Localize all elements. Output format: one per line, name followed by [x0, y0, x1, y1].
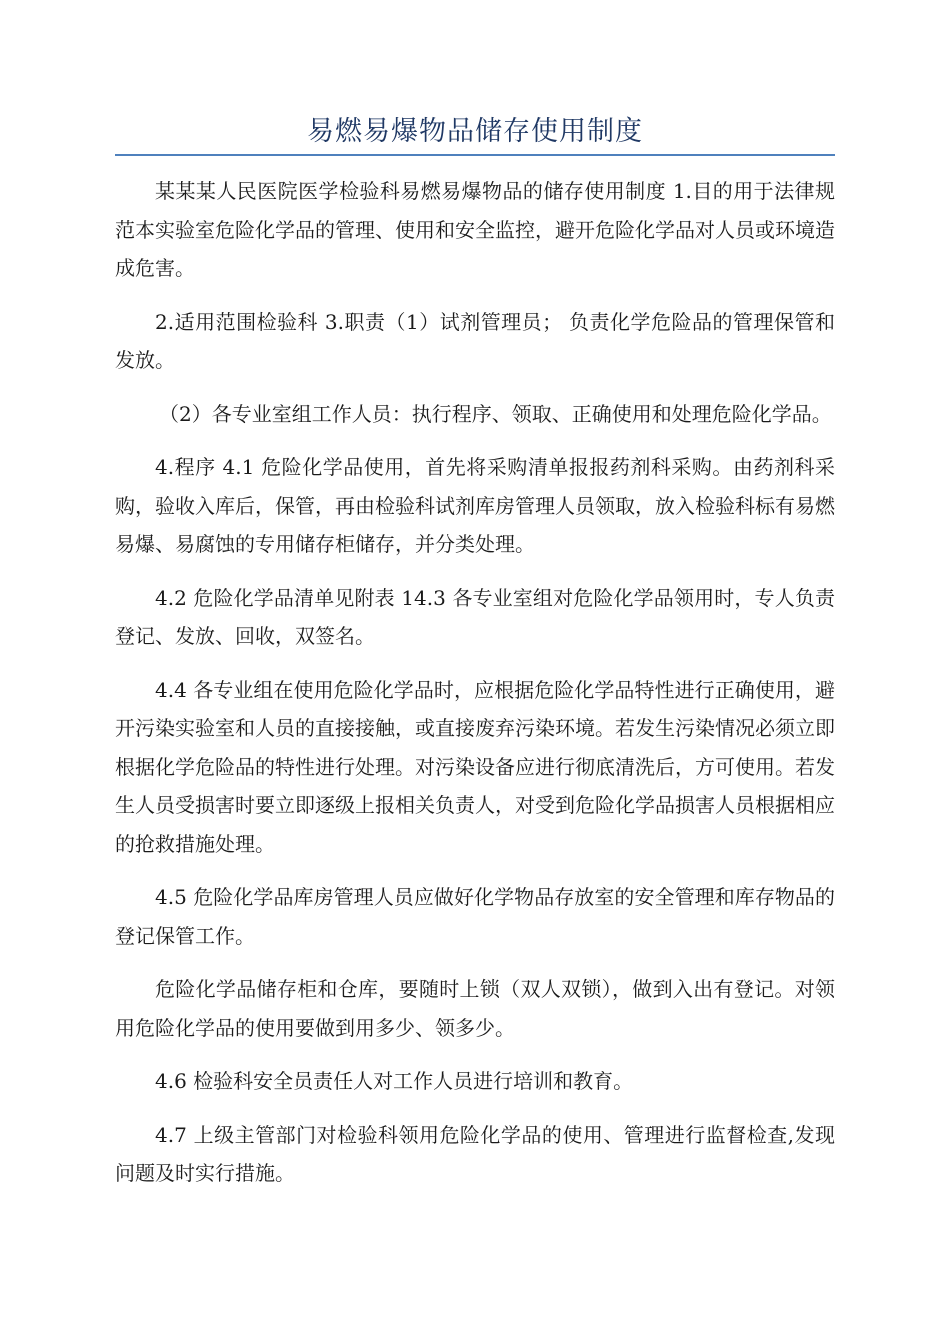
- document-title: 易燃易爆物品储存使用制度: [307, 116, 643, 147]
- paragraph-procedure-4-6: 4.6 检验科安全员责任人对工作人员进行培训和教育。: [155, 1069, 634, 1093]
- paragraph-scope-duties: 2.适用范围检验科 3.职责（1）试剂管理员； 负责化学危险品的管理保管和发放。: [115, 309, 835, 372]
- paragraph-procedure-4-4: 4.4 各专业组在使用危险化学品时，应根据危险化学品特性进行正确使用，避开污染实验室和人员的直接接触，或直接废弃污染环境。若发生污染情况必须立即根据化学危险品的特性进行处理。对污染设备应进行彻底清洗后，方可使用。若发生人员受损害时要立即逐级上报相关负责人，对受到危险化学品损害人员根据相应的抢救措施处理。: [115, 677, 835, 856]
- document-body: [115, 172, 835, 1208]
- paragraph-procedure-4-5: 4.5 危险化学品库房管理人员应做好化学物品存放室的安全管理和库存物品的登记保管工作。: [115, 885, 835, 948]
- paragraph-staff-duties: （2）各专业室组工作人员：执行程序、领取、正确使用和处理危险化学品。: [159, 401, 832, 426]
- paragraph-storage-lock: 危险化学品储存柜和仓库，要随时上锁（双人双锁），做到入出有登记。对领用危险化学品的使用要做到用多少、领多少。: [115, 977, 835, 1040]
- paragraph-purpose: 某某某人民医院医学检验科易燃易爆物品的储存使用制度 1.目的用于法律规范本实验室危险化学品的管理、使用和安全监控，避开危险化学品对人员或环境造成危害。: [115, 179, 835, 280]
- paragraph-procedure-4-1: 4.程序 4.1 危险化学品使用，首先将采购清单报报药剂科采购。由药剂科采购，验收入库后，保管，再由检验科试剂库房管理人员领取，放入检验科标有易燃易爆、易腐蚀的专用储存柜储存，并分类处理。: [115, 455, 835, 556]
- title-underline: [115, 154, 835, 156]
- paragraph-procedure-4-7: 4.7 上级主管部门对检验科领用危险化学品的使用、管理进行监督检查,发现问题及时实行措施。: [115, 1122, 835, 1185]
- paragraph-procedure-4-2: 4.2 危险化学品清单见附表 14.3 各专业室组对危险化学品领用时，专人负责登记、发放、回收，双签名。: [115, 585, 835, 648]
